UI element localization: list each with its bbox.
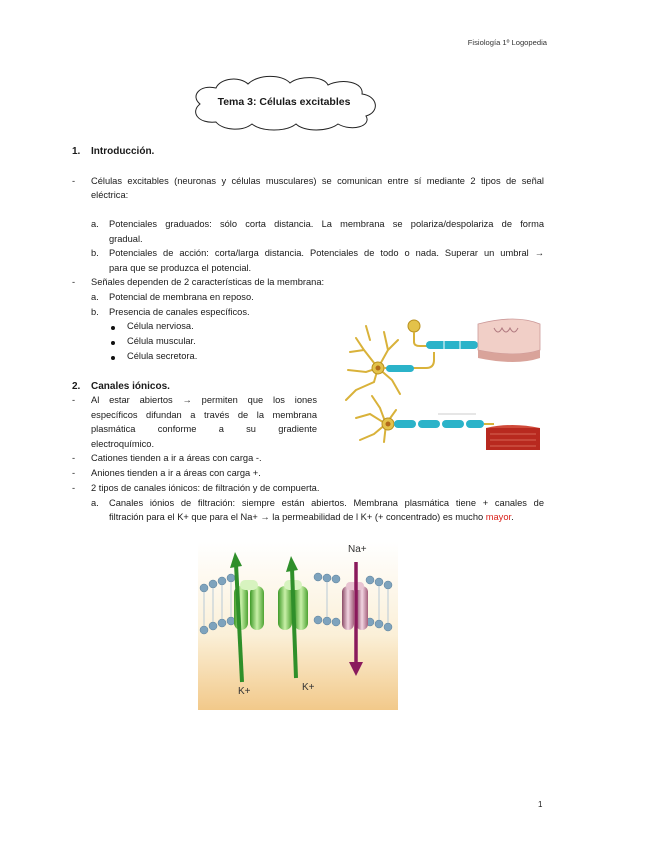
- bullet-dot: [111, 326, 115, 330]
- s2-dash3-text: Aniones tienden a ir a áreas con carga +.: [91, 468, 261, 478]
- bullet-dot: [111, 356, 115, 360]
- excitable-cells-illustration: [326, 310, 550, 456]
- s2-dash1-line: plasmática conforme a su gradiente: [91, 424, 317, 434]
- s1-item-b-line1: Potenciales de acción: corta/larga distancia. Potenciales de todo o nada. Superar un umbral →: [109, 248, 544, 258]
- s1-dash1-marker: -: [72, 176, 76, 186]
- section1-number: 1.: [72, 146, 81, 157]
- page-header: Fisiología 1º Logopedia: [467, 38, 547, 47]
- na-label: Na+: [348, 544, 367, 555]
- s1-dash1-line1: Células excitables (neuronas y células musculares) se comunican entre sí mediante 2 tipos de señal: [91, 176, 544, 186]
- s2-item-a-line2-end: .: [511, 512, 514, 522]
- s1-item-a-marker: a.: [91, 219, 99, 229]
- s2-dash3-marker: -: [72, 468, 76, 478]
- highlight-mayor: mayor: [485, 512, 512, 522]
- page-title: Tema 3: Células excitables: [217, 96, 351, 108]
- s1-item2-b-marker: b.: [91, 307, 99, 317]
- s2-dash1-line: Al estar abiertos → permiten que los iones: [91, 395, 317, 405]
- s2-item-a-line1: Canales iónios de filtración: siempre están abiertos. Membrana plasmática tiene + canales de: [109, 498, 544, 508]
- s2-dash4-text: 2 tipos de canales iónicos: de filtración y de compuerta.: [91, 483, 320, 493]
- ion-channels-diagram: [198, 542, 398, 710]
- k-label-left: K+: [238, 686, 251, 697]
- bullet-item: Célula secretora.: [127, 351, 198, 361]
- s2-dash2-marker: -: [72, 453, 76, 463]
- bullet-item: Célula nerviosa.: [127, 321, 194, 331]
- s2-dash2-text: Cationes tienden a ir a áreas con carga -.: [91, 453, 262, 463]
- bullet-item: Célula muscular.: [127, 336, 196, 346]
- section2-number: 2.: [72, 381, 81, 392]
- s2-item-a-line2: [109, 512, 514, 522]
- s1-dash1-line2: eléctrica:: [91, 190, 129, 200]
- s1-item-a-line1: Potenciales graduados: sólo corta distancia. La membrana se polariza/despolariza de forma: [109, 219, 544, 229]
- s1-item2-a-marker: a.: [91, 292, 99, 302]
- k-label-right: K+: [302, 682, 315, 693]
- page-number: 1: [538, 800, 543, 809]
- s2-item-a-marker: a.: [91, 498, 99, 508]
- section2-heading: Canales iónicos.: [91, 381, 170, 392]
- ion-channels-figure: [198, 542, 398, 710]
- s1-dash2-text: Señales dependen de 2 características de la membrana:: [91, 277, 325, 287]
- s1-item2-b-text: Presencia de canales específicos.: [109, 307, 250, 317]
- section1-heading: Introducción.: [91, 146, 155, 157]
- s1-item-b-line2: para que se produzca el potencial.: [109, 263, 252, 273]
- s1-item-a-line2: gradual.: [109, 234, 143, 244]
- s2-dash1-line: específicos difundan a través de la membrana: [91, 410, 317, 420]
- s2-item-a-line2-text: filtración para el K+ que para el Na+ → la permeabilidad de l K+ (+ concentrado) es mucho: [109, 512, 486, 522]
- bullet-dot: [111, 341, 115, 345]
- s2-dash1-line: electroquímico.: [91, 439, 155, 449]
- s1-dash2-marker: -: [72, 277, 76, 287]
- s1-item2-a-text: Potencial de membrana en reposo.: [109, 292, 254, 302]
- s1-item-b-marker: b.: [91, 248, 99, 258]
- s2-dash4-marker: -: [72, 483, 76, 493]
- s2-dash1-marker: -: [72, 395, 76, 405]
